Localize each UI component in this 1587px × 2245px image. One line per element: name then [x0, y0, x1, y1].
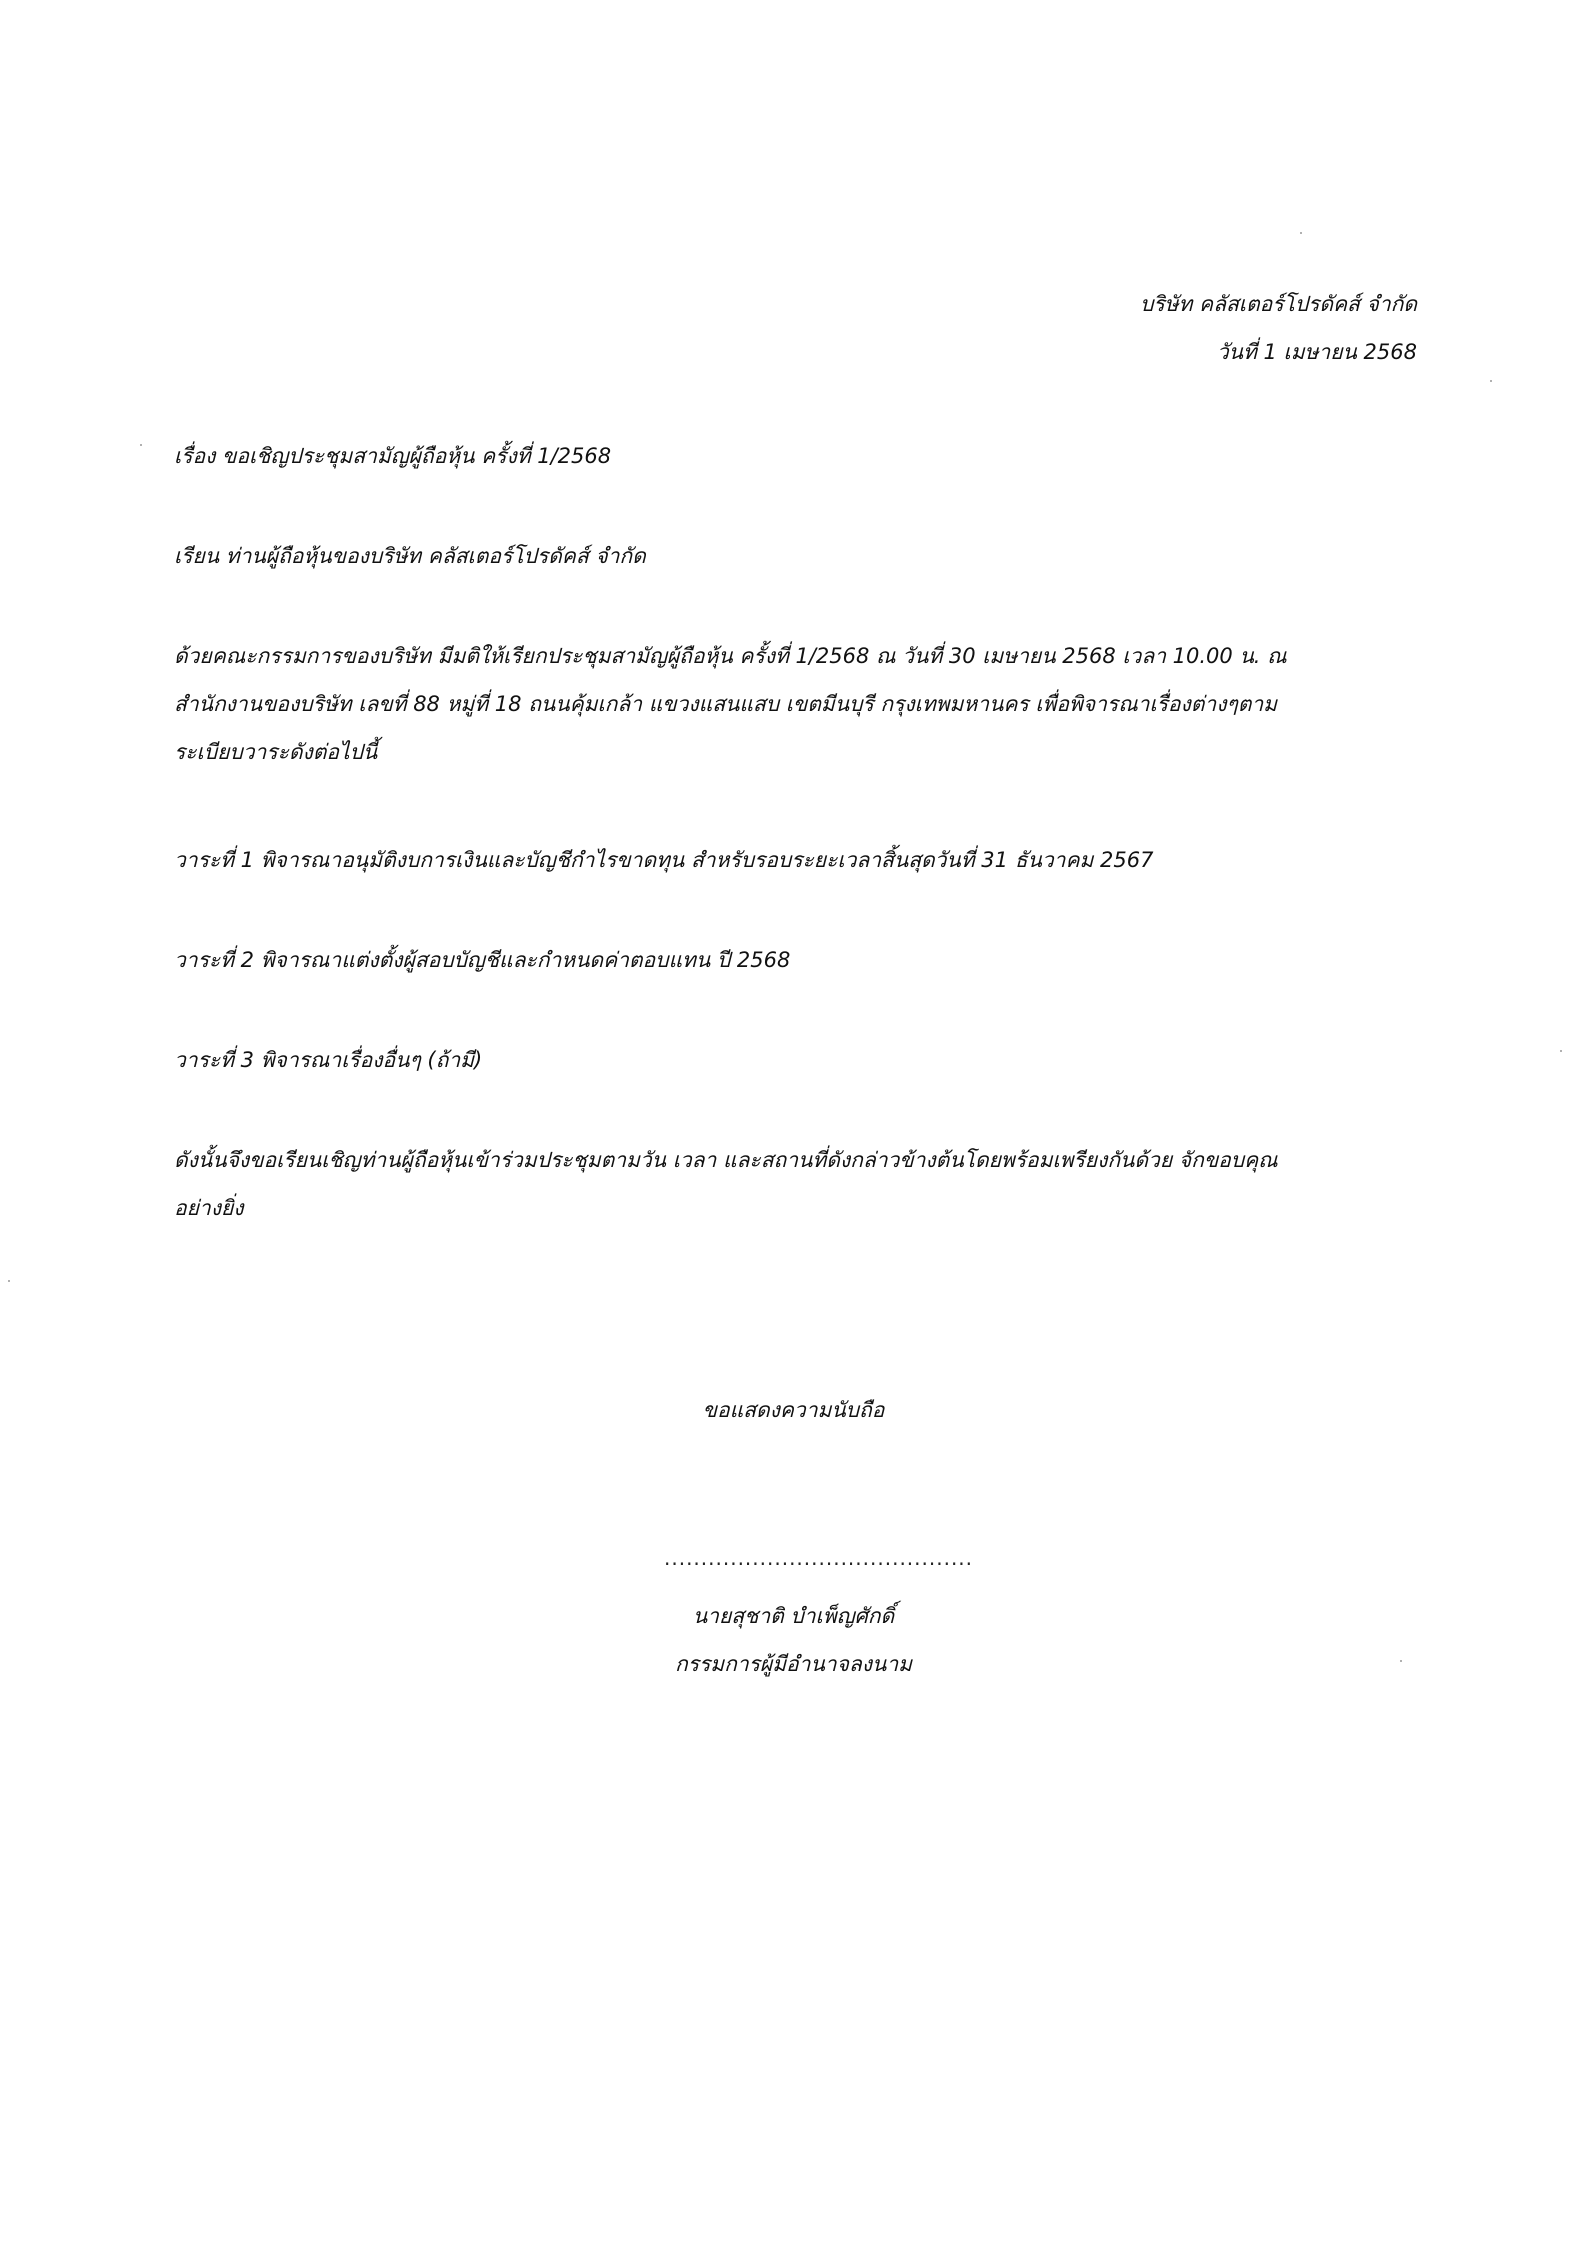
- letter-date: วันที่ 1 เมษายน 2568: [1216, 340, 1417, 364]
- scan-speck: [140, 444, 142, 446]
- scan-speck: [8, 1280, 10, 1282]
- scan-speck: [1300, 232, 1302, 234]
- agenda-item-3: วาระที่ 3 พิจารณาเรื่องอื่นๆ (ถ้ามี): [174, 1048, 483, 1072]
- signatory-name: นายสุชาติ บำเพ็ญศักดิ์: [692, 1604, 895, 1628]
- intro-line: ระเบียบวาระดังต่อไปนี้: [174, 740, 378, 764]
- scan-speck: [1400, 1660, 1402, 1662]
- agenda-item-1: วาระที่ 1 พิจารณาอนุมัติงบการเงินและบัญชีกำไรขาดทุน สำหรับรอบระยะเวลาสิ้นสุดวันที่ 31 ธันวาคม 2567: [174, 848, 1154, 872]
- company-name: บริษัท คลัสเตอร์โปรดัคส์ จำกัด: [1140, 292, 1417, 316]
- closing-line: อย่างยิ่ง: [174, 1196, 244, 1220]
- intro-paragraph: [174, 632, 1414, 776]
- signatory-title: กรรมการผู้มีอำนาจลงนาม: [674, 1652, 913, 1676]
- letter-recipient: เรียน ท่านผู้ถือหุ้นของบริษัท คลัสเตอร์โปรดัคส์ จำกัด: [174, 544, 646, 568]
- salutation: ขอแสดงความนับถือ: [702, 1398, 885, 1422]
- intro-line: ด้วยคณะกรรมการของบริษัท มีมติให้เรียกประชุมสามัญผู้ถือหุ้น ครั้งที่ 1/2568 ณ วันที่ 30 เมษายน 2568 เวลา 10.00 น. ณ: [174, 644, 1287, 668]
- scan-speck: [1560, 1050, 1562, 1052]
- letter-subject: เรื่อง ขอเชิญประชุมสามัญผู้ถือหุ้น ครั้งที่ 1/2568: [174, 444, 612, 468]
- closing-paragraph: [174, 1136, 1414, 1232]
- intro-line: สำนักงานของบริษัท เลขที่ 88 หมู่ที่ 18 ถนนคุ้มเกล้า แขวงแสนแสบ เขตมีนบุรี กรุงเทพมหานคร เพื่อพิจารณาเรื่องต่างๆตาม: [174, 692, 1278, 716]
- signature-line: ..........................................: [664, 1546, 974, 1570]
- agenda-item-2: วาระที่ 2 พิจารณาแต่งตั้งผู้สอบบัญชีและกำหนดค่าตอบแทน ปี 2568: [174, 948, 791, 972]
- closing-line: ดังนั้นจึงขอเรียนเชิญท่านผู้ถือหุ้นเข้าร่วมประชุมตามวัน เวลา และสถานที่ดังกล่าวข้างต้นโดยพร้อมเพรียงกันด้วย จักขอบคุณ: [174, 1148, 1278, 1172]
- scan-speck: [1490, 380, 1492, 382]
